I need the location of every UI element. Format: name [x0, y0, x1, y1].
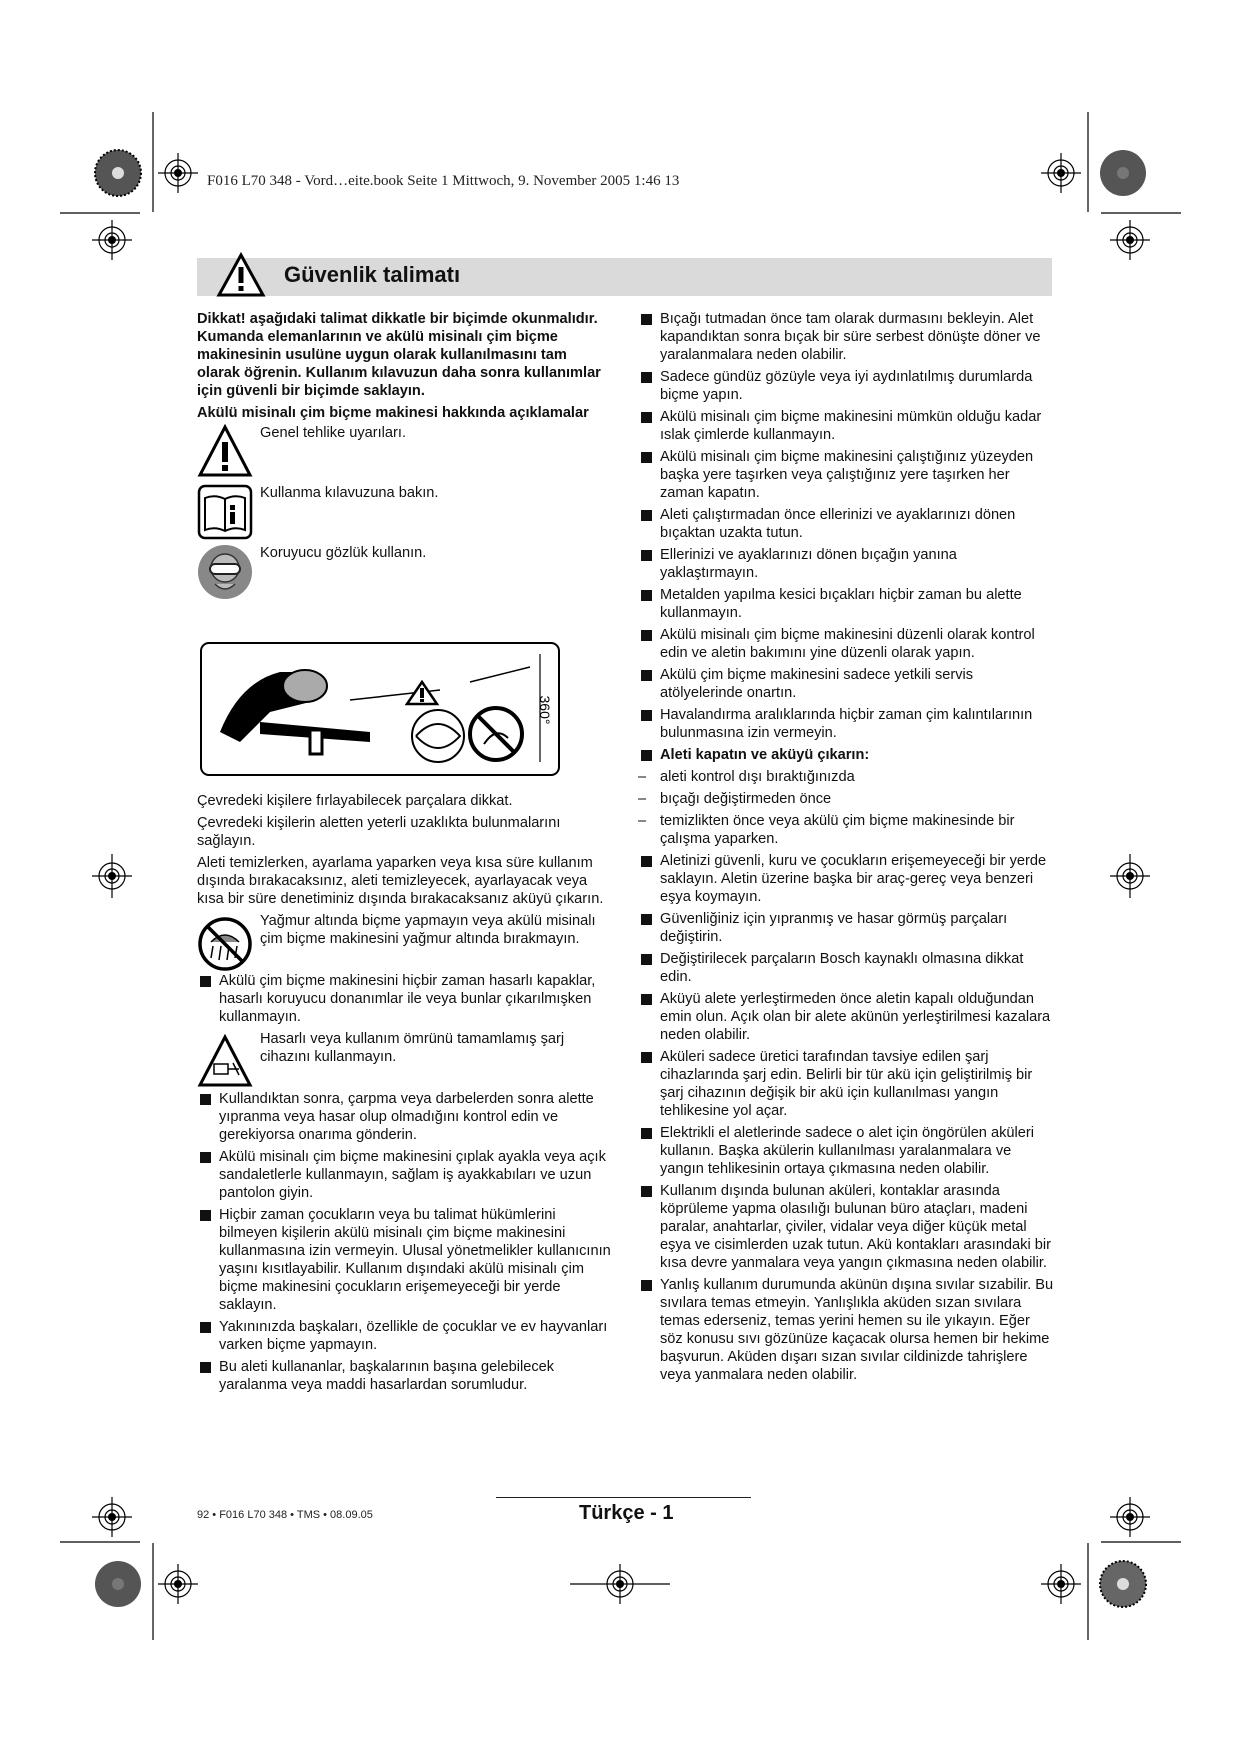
left-column: [197, 310, 612, 1398]
rain-warning-text: Yağmur altında biçme yapmayın veya akülü misinalı çim biçme makinesini yağmur altında bırakmayın.: [260, 913, 596, 947]
bullet-item: Aletinizi güvenli, kuru ve çocukların erişemeyeceği bir yerde saklayın. Aletin üzerine başka bir araç-gereç veya benzeri eşya koymayın.: [638, 852, 1056, 906]
charger-warning-text: Hasarlı veya kullanım ömrünü tamamlamış şarj cihazını kullanmayın.: [260, 1031, 565, 1065]
warning-triangle-icon: [216, 252, 266, 298]
registration-mark-mid-left: [92, 854, 132, 898]
intro-warning: Dikkat! aşağıdaki talimat dikkatle bir biçimde okunmalıdır. Kumanda elemanlarının ve akülü misinalı çim biçme makinesinin usulüne uygun olarak kullanılmasını tam olarak öğrenin. Kullanım kılavuzun daha sonra kullanımlar için güvenli bir biçimde saklayın.: [197, 311, 601, 399]
charger-warning: [197, 1030, 612, 1086]
registration-mark-top-right: [1041, 153, 1081, 193]
bullet-item: Hiçbir zaman çocukların veya bu talimat hükümlerini bilmeyen kişilerin akülü misinalı çim biçme makinesini kullanmasına izin vermeyin. Ulusal yönetmelikler kullanıcının yaşını kısıtlayabilir. Kullanım dışındaki akülü misinalı çim biçme makinesini çocukların erişemeyeceği bir yerde saklayın.: [197, 1206, 612, 1314]
goggles-icon: [197, 544, 253, 600]
bullet-item: Akülü misinalı çim biçme makinesini mümkün olduğu kadar ıslak çimlerde kullanmayın.: [638, 408, 1056, 444]
registration-mark-bottom-center: [570, 1564, 670, 1604]
bullet-item: Akülü misinalı çim biçme makinesini çıplak ayakla veya açık sandaletlerle kullanmayın, sağlam iş ayakkabıları ve uzun pantolon giyin.: [197, 1148, 612, 1202]
bullet-item: Elektrikli el aletlerinde sadece o alet için öngörülen aküleri kullanın. Başka akülerin kullanılması yaralanmalara ve yangın tehlikesinin ortaya çıkmasına neden olabilir.: [638, 1124, 1056, 1178]
registration-mark-upper-right: [1110, 220, 1150, 260]
symbol-text: Genel tehlike uyarıları.: [260, 425, 407, 441]
bullet-item: Bıçağı tutmadan önce tam olarak durmasını bekleyin. Alet kapandıktan sonra bıçak bir süre serbest dönüşte döner ve yaralanmalara neden olabilir.: [638, 310, 1056, 364]
bullet-item-bold: Aleti kapatın ve aküyü çıkarın:: [638, 746, 1056, 764]
bullet-item: Sadece gündüz gözüyle veya iyi aydınlatılmış durumlarda biçme yapın.: [638, 368, 1056, 404]
registration-mark-upper-left: [92, 220, 132, 260]
dash-item: – temizlikten önce veya akülü çim biçme makinesinde bir çalışma yaparken.: [638, 813, 1015, 847]
starburst-mark-top-right: [1100, 150, 1146, 196]
bullet-item: Kullandıktan sonra, çarpma veya darbelerden sonra alette yıpranma veya hasar olup olmadığını kontrol edin ve gerekiyorsa onarıma gönderin.: [197, 1090, 612, 1144]
registration-mark-bottom-left: [158, 1564, 198, 1604]
bullet-item: Yakınınızda başkaları, özellikle de çocuklar ve ev hayvanları varken biçme yapmayın.: [197, 1318, 612, 1354]
registration-mark-top-left: [158, 153, 198, 193]
paragraph: Aleti temizlerken, ayarlama yaparken veya kısa süre kullanım dışında bırakacaksınız, aleti temizleyecek, ayarlayacak veya kısa bir süre denetiminiz dışında bırakacaksanız aküyü çıkarın.: [197, 855, 604, 907]
rain-warning: [197, 912, 612, 968]
starburst-mark-top-left: [95, 150, 141, 196]
bullet-item: Metalden yapılma kesici bıçakları hiçbir zaman bu alette kullanmayın.: [638, 586, 1056, 622]
symbol-text: Kullanma kılavuzuna bakın.: [260, 485, 439, 501]
starburst-mark-bottom-right: [1100, 1561, 1146, 1607]
footer-rule: [496, 1497, 751, 1498]
charger-warning-icon: [197, 1034, 253, 1090]
page-number: Türkçe - 1: [579, 1502, 674, 1524]
bullet-item: Akülü misinalı çim biçme makinesini düzenli olarak kontrol edin ve aletin bakımını yine düzenli olarak yapın.: [638, 626, 1056, 662]
bullet-item: Bu aleti kullananlar, başkalarının başına gelebilecek yaralanma veya maddi hasarlardan sorumludur.: [197, 1358, 612, 1394]
bullet-item: Akülü çim biçme makinesini sadece yetkili servis atölyelerinde onartın.: [638, 666, 1056, 702]
bullet-item: Akülü çim biçme makinesini hiçbir zaman hasarlı kapaklar, hasarlı koruyucu donanımlar ile veya bunlar çıkarılmışken kullanmayın.: [197, 972, 612, 1026]
angle-label: 360°: [537, 695, 553, 725]
registration-mark-mid-right: [1110, 854, 1150, 898]
paragraph: Çevredeki kişilerin aletten yeterli uzaklıkta bulunmalarını sağlayın.: [197, 815, 561, 849]
bullet-item: Aleti çalıştırmadan önce ellerinizi ve ayaklarınızı dönen bıçaktan uzakta tutun.: [638, 506, 1056, 542]
warning-triangle-icon: [197, 424, 253, 480]
paragraph: Çevredeki kişilere fırlayabilecek parçalara dikkat.: [197, 793, 513, 809]
bullet-item: Yanlış kullanım durumunda akünün dışına sıvılar sızabilir. Bu sıvılara temas etmeyin. Yanlışlıkla aküden sızan sıvılara temas ederseniz, temas yerini hemen su ile yıkayın. Eğer söz konusu sıvı gözünüze kaçacak olursa hemen bir hekime başvurun. Aküden dışarı sızan sıvılar cildinizde tahrişlere veya yanmalara neden olabilir.: [638, 1276, 1056, 1384]
dash-item: – bıçağı değiştirmeden önce: [638, 791, 832, 807]
bullet-item: Değiştirilecek parçaların Bosch kaynaklı olmasına dikkat edin.: [638, 950, 1056, 986]
symbol-text: Koruyucu gözlük kullanın.: [260, 545, 427, 561]
symbol-row: [197, 484, 612, 542]
bullet-item: Havalandırma aralıklarında hiçbir zaman çim kalıntılarının bulunmasına izin vermeyin.: [638, 706, 1056, 742]
bullet-item: Aküyü alete yerleştirmeden önce aletin kapalı olduğundan emin olun. Açık olan bir alete akünün yerleştirilmesi kazalara neden olabilir.: [638, 990, 1056, 1044]
symbol-row: [197, 424, 612, 482]
dash-item: – aleti kontrol dışı bıraktığınızda: [638, 769, 855, 785]
registration-mark-lower-right: [1110, 1497, 1150, 1537]
symbol-row: [197, 544, 612, 602]
registration-mark-bottom-right: [1041, 1564, 1081, 1604]
slug-line: F016 L70 348 - Vord…eite.book Seite 1 Mittwoch, 9. November 2005 1:46 13: [207, 173, 680, 189]
bullet-item: Ellerinizi ve ayaklarınızı dönen bıçağın yanına yaklaştırmayın.: [638, 546, 1056, 582]
bullet-item: Akülü misinalı çim biçme makinesini çalıştığınız yüzeyden başka yere taşırken veya çalıştığınız yere taşırken her zaman kapatın.: [638, 448, 1056, 502]
manual-info-icon: [197, 484, 253, 540]
right-column: [638, 310, 1056, 1388]
bullet-item: Kullanım dışında bulunan aküleri, kontaklar arasında köprüleme yapma olasılığı bulunan büro ataçları, madeni paralar, anahtarlar, çiviler, vidalar veya diğer küçük metal eşya ve cisimlerden uzak tutun. Akü kontakları arasındaki bir kısa devre yanmalara veya yangın çıkmasına neden olabilir.: [638, 1182, 1056, 1272]
bullet-item: Güvenliğiniz için yıpranmış ve hasar görmüş parçaları değiştirin.: [638, 910, 1056, 946]
bullet-item: Aküleri sadece üretici tarafından tavsiye edilen şarj cihazlarında şarj edin. Belirli bir tür akü için geliştirilmiş bir şarj cihazının değişik bir akü için kullanılması yangın tehlikesine yol açar.: [638, 1048, 1056, 1120]
trimmer-danger-illustration: [200, 642, 560, 776]
footer-doc-code: 92 • F016 L70 348 • TMS • 08.09.05: [197, 1509, 373, 1521]
no-rain-icon: [197, 916, 253, 972]
starburst-mark-bottom-left: [95, 1561, 141, 1607]
symbols-heading: Akülü misinalı çim biçme makinesi hakkında açıklamalar: [197, 405, 589, 421]
registration-mark-lower-left: [92, 1497, 132, 1537]
page-title: Güvenlik talimatı: [284, 262, 461, 287]
